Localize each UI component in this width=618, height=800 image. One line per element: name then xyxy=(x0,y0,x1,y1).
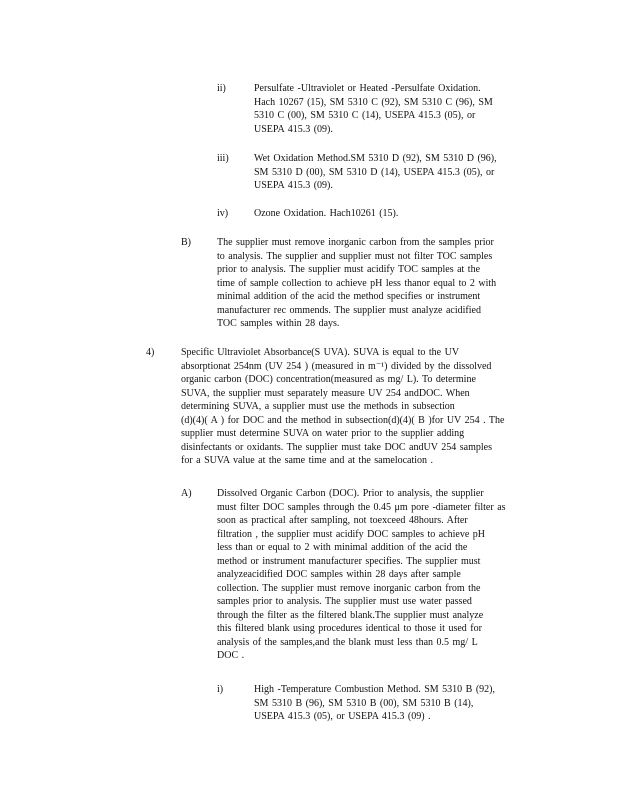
text-line: SUVA, the supplier must separately measure UV 254 andDOC. When xyxy=(181,387,470,399)
text-line: absorptionat 254nm (UV 254 ) (measured in m⁻¹) divided by the dissolved xyxy=(181,360,492,372)
text-line: filtration , the supplier must acidify DOC samples to achieve pH xyxy=(217,528,485,540)
text-line: samples prior to analysis. The supplier must use water passed xyxy=(217,596,472,607)
text-line: collection. The supplier must remove inorganic carbon from the xyxy=(217,582,481,594)
text-line: minimal addition of the acid the method specifies or instrument xyxy=(217,291,481,302)
list-item-i xyxy=(0,683,618,728)
list-item-ii xyxy=(0,82,618,142)
item-text xyxy=(254,82,525,136)
item-marker: A) xyxy=(181,488,192,499)
text-line: for a SUVA value at the same time and at the samelocation . xyxy=(181,455,434,466)
item-marker: 4) xyxy=(146,347,155,358)
text-line: this filtered blank using procedures identical to those it used for xyxy=(217,623,482,634)
text-line: time of sample collection to achieve pH less thanor equal to 2 with xyxy=(217,277,497,289)
text-line: Specific Ultraviolet Absorbance(S UVA). SUVA is equal to the UV xyxy=(181,347,460,358)
text-line: analysis of the samples,and the blank must less than 0.5 mg/ L xyxy=(217,636,478,648)
text-line: to analysis. The supplier and supplier must not filter TOC samples xyxy=(217,250,493,262)
text-line: Persulfate -Ultraviolet or Heated -Persulfate Oxidation. xyxy=(254,83,481,94)
item-text xyxy=(217,236,538,331)
item-text xyxy=(254,207,534,221)
text-line: 5310 C (00), SM 5310 C (14), USEPA 415.3 (05), or xyxy=(254,110,476,121)
list-item-a xyxy=(0,487,618,667)
text-line: through the filter as the filtered blank.The supplier must analyze xyxy=(217,609,484,621)
list-item-4 xyxy=(0,346,618,471)
item-marker: iv) xyxy=(217,208,229,219)
text-line: disinfectants or oxidants. The supplier must take DOC andUV 254 samples xyxy=(181,441,492,453)
text-line: TOC samples within 28 days. xyxy=(217,318,340,329)
list-item-b xyxy=(0,236,618,336)
text-line: prior to analysis. The supplier must acidify TOC samples at the xyxy=(217,264,481,275)
text-line: The supplier must remove inorganic carbon from the samples prior xyxy=(217,237,494,248)
text-line: less than or equal to 2 with minimal addition of the acid the xyxy=(217,542,468,553)
text-line: must filter DOC samples through the 0.45 μm pore -diameter filter as xyxy=(217,501,506,513)
item-text xyxy=(181,346,533,468)
item-marker: B) xyxy=(181,237,191,248)
text-line: Wet Oxidation Method.SM 5310 D (92), SM 5310 D (96), xyxy=(254,153,497,164)
text-line: Hach 10267 (15), SM 5310 C (92), SM 5310 C (96), SM xyxy=(254,96,493,108)
text-line: Ozone Oxidation. Hach10261 (15). xyxy=(254,208,399,219)
text-line: manufacturer rec ommends. The supplier must analyze acidified xyxy=(217,304,481,316)
text-line: DOC . xyxy=(217,650,245,661)
item-text xyxy=(254,152,532,193)
text-line: High -Temperature Combustion Method. SM 5310 B (92), xyxy=(254,684,495,695)
item-marker: ii) xyxy=(217,83,226,94)
item-marker: i) xyxy=(217,684,224,695)
item-marker: iii) xyxy=(217,153,229,164)
text-line: SM 5310 B (96), SM 5310 B (00), SM 5310 B (14), xyxy=(254,697,474,709)
text-line: supplier must determine SUVA on water prior to the supplier adding xyxy=(181,428,465,439)
text-line: determining SUVA, a supplier must use the methods in subsection xyxy=(181,401,455,412)
text-line: analyzeacidified DOC samples within 28 days after sample xyxy=(217,569,461,580)
text-line: method or instrument manufacturer specifies. The supplier must xyxy=(217,555,481,567)
list-item-iii xyxy=(0,152,618,197)
text-line: soon as practical after sampling, not toexceed 48hours. After xyxy=(217,515,468,526)
text-line: USEPA 415.3 (09). xyxy=(254,180,333,191)
text-line: SM 5310 D (00), SM 5310 D (14), USEPA 415.3 (05), or xyxy=(254,166,495,178)
text-line: organic carbon (DOC) concentration(measured as mg/ L). To determine xyxy=(181,374,476,385)
list-item-iv xyxy=(0,207,618,223)
item-text xyxy=(254,683,530,724)
text-line: Dissolved Organic Carbon (DOC). Prior to analysis, the supplier xyxy=(217,488,484,499)
text-line: USEPA 415.3 (09). xyxy=(254,123,333,135)
text-line: (d)(4)( A ) for DOC and the method in subsection(d)(4)( B )for UV 254 . The xyxy=(181,414,505,426)
item-text xyxy=(217,487,543,663)
text-line: USEPA 415.3 (05), or USEPA 415.3 (09) . xyxy=(254,711,431,722)
